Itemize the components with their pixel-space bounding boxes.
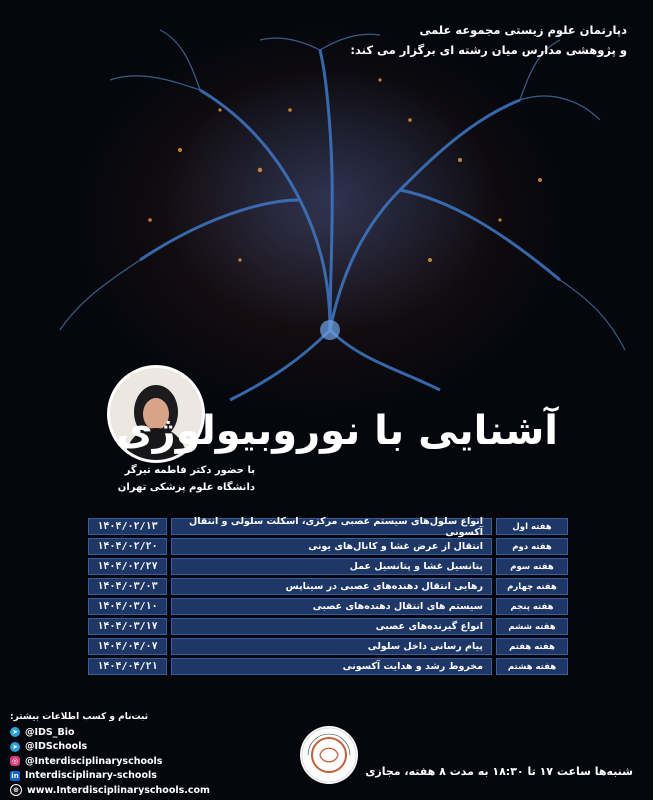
- session-date: ۱۴۰۴/۰۴/۰۷: [88, 638, 167, 655]
- web-icon: ⊕: [10, 784, 22, 796]
- session-topic: انتقال از عرض غشا و کانال‌های یونی: [171, 538, 492, 555]
- schedule-row: [88, 618, 569, 635]
- schedule-row: [88, 538, 569, 555]
- schedule-row: [88, 515, 569, 538]
- header-line-1: دپارتمان علوم زیستی مجموعه علمی: [419, 23, 627, 37]
- contact-instagram[interactable]: [10, 754, 240, 769]
- schedule-row: [88, 558, 569, 575]
- session-date: ۱۴۰۴/۰۲/۲۷: [88, 558, 167, 575]
- school-logo: [300, 726, 358, 784]
- session-date: ۱۴۰۴/۰۴/۲۱: [88, 658, 167, 675]
- schedule-row: [88, 598, 569, 615]
- session-date: ۱۴۰۴/۰۳/۱۷: [88, 618, 167, 635]
- session-topic: پتانسیل غشا و پتانسیل عمل: [171, 558, 492, 575]
- schedule-row: [88, 578, 569, 595]
- contact-title: ثبت‌نام و کسب اطلاعات بیشتر:: [10, 712, 149, 722]
- telegram-icon: ➤: [10, 742, 20, 752]
- session-topic: انواع گیرنده‌های عصبی: [171, 618, 492, 635]
- schedule-row: [88, 638, 569, 655]
- session-topic: سیستم های انتقال دهنده‌های عصبی: [171, 598, 492, 615]
- schedule-footer: شنبه‌ها ساعت ۱۷ تا ۱۸:۳۰ به مدت ۸ هفته، مجازی: [365, 765, 633, 778]
- schedule-row: [88, 658, 569, 675]
- session-week: هفته ششم: [496, 618, 568, 635]
- session-week: هفته سوم: [496, 558, 568, 575]
- session-date: ۱۴۰۴/۰۲/۲۰: [88, 538, 167, 555]
- session-topic: انواع سلول‌های سیستم عصبی مرکزی، اسکلت سلولی و انتقال آکسونی: [171, 518, 492, 535]
- speaker-affiliation: دانشگاه علوم پزشکی تهران: [117, 482, 255, 493]
- contact-text[interactable]: Interdisciplinary-schools: [25, 770, 157, 782]
- session-date: ۱۴۰۴/۰۳/۱۰: [88, 598, 167, 615]
- contact-linkedin[interactable]: [10, 769, 240, 784]
- contact-info: [10, 712, 240, 798]
- session-date: ۱۴۰۴/۰۲/۱۳: [88, 518, 167, 535]
- speaker-info: [103, 462, 255, 496]
- session-week: هفته چهارم: [496, 578, 568, 595]
- contact-text[interactable]: www.Interdisciplinaryschools.com: [27, 784, 210, 796]
- session-week: هفته هفتم: [496, 638, 568, 655]
- logo-emblem-icon: [300, 726, 358, 784]
- session-topic: رهایی انتقال دهنده‌های عصبی در سیناپس: [171, 578, 492, 595]
- session-week: هفته دوم: [496, 538, 568, 555]
- contact-telegram-schools[interactable]: [10, 740, 240, 755]
- contact-text[interactable]: @IDSchools: [25, 741, 88, 753]
- header-line-2: و پژوهشی مدارس میان رشته ای برگزار می کند:: [350, 43, 627, 57]
- contact-text[interactable]: @IDS_Bio: [25, 726, 75, 738]
- contact-website[interactable]: [10, 783, 240, 798]
- contact-telegram-bio[interactable]: [10, 725, 240, 740]
- schedule-table: [88, 515, 569, 678]
- session-week: هفته هشتم: [496, 658, 568, 675]
- session-week: هفته پنجم: [496, 598, 568, 615]
- session-date: ۱۴۰۴/۰۳/۰۳: [88, 578, 167, 595]
- contact-text[interactable]: @Interdisciplinaryschools: [25, 755, 163, 767]
- speaker-name: با حضور دکتر فاطمه تیرگر: [124, 465, 255, 476]
- organizer-header: [327, 20, 627, 60]
- course-title: آشنایی با نوروبیولوژی: [116, 408, 558, 454]
- instagram-icon: ◎: [11, 757, 19, 766]
- linkedin-icon: in: [11, 771, 19, 780]
- session-topic: مخروط رشد و هدایت آکسونی: [171, 658, 492, 675]
- session-week: هفته اول: [496, 518, 568, 535]
- telegram-icon: ➤: [10, 727, 20, 737]
- session-topic: پیام رسانی داخل سلولی: [171, 638, 492, 655]
